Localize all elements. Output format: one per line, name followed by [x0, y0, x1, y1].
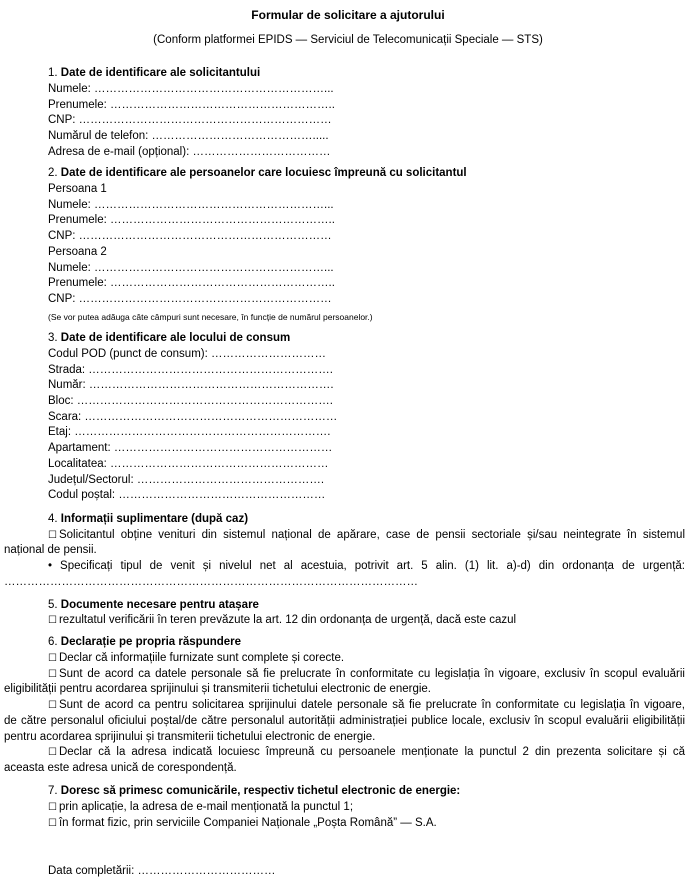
locality-field[interactable]: Localitatea: ………………………………………………… — [48, 458, 329, 470]
address-declaration-option[interactable]: ☐ Declar că la adresa indicată locuiesc împreună cu persoanele menționate la punctul 2 din prezenta solicitare și că — [48, 746, 685, 758]
person-1-name-field[interactable]: Numele: ……………………………………………………... — [48, 199, 334, 211]
data-consent-option-cont: eligibilității pentru acordarea sprijinului și transmiterii tichetului electronic de energie. — [4, 683, 431, 695]
third-party-consent-option-cont: de către personalul oficiului poștal/de către personalul autorității administrației publice locale, exclusiv în scopul evaluării eligibilității — [4, 715, 685, 727]
checkbox-icon[interactable]: ☐ — [48, 653, 57, 664]
applicant-phone-field[interactable]: Numărul de telefon: ……………………………………..... — [48, 130, 329, 142]
third-party-consent-option[interactable]: ☐ Sunt de acord ca pentru solicitarea sprijinului datele personale să fie prelucrate în conformitate cu legislația în vigoare, — [48, 699, 685, 711]
apartment-field[interactable]: Apartament: ………………………………………………… — [48, 442, 333, 454]
section-1-heading: 1. Date de identificare ale solicitantului — [48, 67, 261, 79]
delivery-post-option[interactable]: ☐ în format fizic, prin serviciile Companiei Naționale „Poșta Română” — S.A. — [48, 817, 437, 829]
form-subtitle: (Conform platformei EPIDS — Serviciul de Telecomunicații Speciale — STS) — [153, 34, 543, 46]
section-6-heading: 6. Declarație pe propria răspundere — [48, 636, 242, 648]
section-7-heading: 7. Doresc să primesc comunicările, respectiv tichetul electronic de energie: — [48, 785, 461, 797]
checkbox-icon[interactable]: ☐ — [48, 818, 57, 829]
form-title: Formular de solicitare a ajutorului — [251, 8, 445, 22]
person-1-cnp-field[interactable]: CNP: ………………………………………………………… — [48, 230, 332, 242]
address-declaration-option-cont: aceasta este adresa unică de corespondență. — [4, 762, 237, 774]
declaration-complete-option[interactable]: ☐ Declar că informațiile furnizate sunt complete și corecte. — [48, 652, 345, 664]
staircase-field[interactable]: Scara: ………………………………………………………… — [48, 411, 338, 423]
checkbox-icon[interactable]: ☐ — [48, 802, 57, 813]
applicant-name-field[interactable]: Numele: ……………………………………………………... — [48, 83, 334, 95]
applicant-email-field[interactable]: Adresa de e-mail (opțional): ……………………………… — [48, 146, 331, 158]
section-3-heading: 3. Date de identificare ale locului de consum — [48, 332, 291, 344]
block-field[interactable]: Bloc: …………………………………………………………. — [48, 395, 333, 407]
military-pension-option[interactable]: ☐ Solicitantul obține venituri din sistemul național de apărare, case de pensii sectoriale și/sau neintegrate în sistemul — [48, 529, 685, 541]
checkbox-icon[interactable]: ☐ — [48, 530, 57, 541]
section-5-heading: 5. Documente necesare pentru atașare — [48, 599, 259, 611]
income-specification-field[interactable]: ……………………………………………………………………………………………… — [4, 576, 418, 588]
pod-code-field[interactable]: Codul POD (punct de consum): ………………………… — [48, 348, 326, 360]
verification-document-option[interactable]: ☐ rezultatul verificării în teren prevăzute la art. 12 din ordonanța de urgență, dacă este cazul — [48, 614, 517, 626]
street-field[interactable]: Strada: ………………………………………………………. — [48, 364, 333, 376]
income-specification-label: • Specificați tipul de venit și nivelul net al acestuia, potrivit art. 5 alin. (1) lit. a)-d) din ordonanța de urgență: — [48, 560, 685, 572]
applicant-surname-field[interactable]: Prenumele: ………………………………………………….. — [48, 99, 335, 111]
checkbox-icon[interactable]: ☐ — [48, 747, 57, 758]
completion-date-field[interactable]: Data completării: ……………………………… — [48, 865, 276, 877]
postal-code-field[interactable]: Codul poștal: ……………………………………………… — [48, 489, 326, 501]
data-consent-option[interactable]: ☐ Sunt de acord ca datele personale să fie prelucrate în conformitate cu legislația în vigoare, exclusiv în scopul evaluării — [48, 668, 685, 680]
person-1-label: Persoana 1 — [48, 183, 107, 195]
county-field[interactable]: Județul/Sectorul: …………………………………………. — [48, 474, 325, 486]
person-2-name-field[interactable]: Numele: ……………………………………………………... — [48, 262, 334, 274]
floor-field[interactable]: Etaj: …………………………………………………………. — [48, 426, 331, 438]
person-2-label: Persoana 2 — [48, 246, 107, 258]
person-2-cnp-field[interactable]: CNP: ………………………………………………………… — [48, 293, 332, 305]
applicant-cnp-field[interactable]: CNP: ………………………………………………………… — [48, 114, 332, 126]
checkbox-icon[interactable]: ☐ — [48, 669, 57, 680]
section-4-heading: 4. Informații suplimentare (după caz) — [48, 513, 249, 525]
person-1-surname-field[interactable]: Prenumele: ………………………………………………….. — [48, 214, 335, 226]
section-2-heading: 2. Date de identificare ale persoanelor care locuiesc împreună cu solicitantul — [48, 167, 467, 179]
section-2-note: (Se vor putea adăuga câte câmpuri sunt necesare, în funcție de numărul persoanelor.) — [48, 312, 373, 322]
delivery-app-option[interactable]: ☐ prin aplicație, la adresa de e-mail menționată la punctul 1; — [48, 801, 354, 813]
number-field[interactable]: Număr: ………………………………………………………. — [48, 379, 334, 391]
military-pension-option-cont: național de pensii. — [4, 544, 97, 556]
checkbox-icon[interactable]: ☐ — [48, 700, 57, 711]
checkbox-icon[interactable]: ☐ — [48, 615, 57, 626]
person-2-surname-field[interactable]: Prenumele: ………………………………………………….. — [48, 277, 335, 289]
third-party-consent-option-cont-2: pentru acordarea sprijinului și transmiterii tichetului electronic de energie. — [4, 731, 376, 743]
